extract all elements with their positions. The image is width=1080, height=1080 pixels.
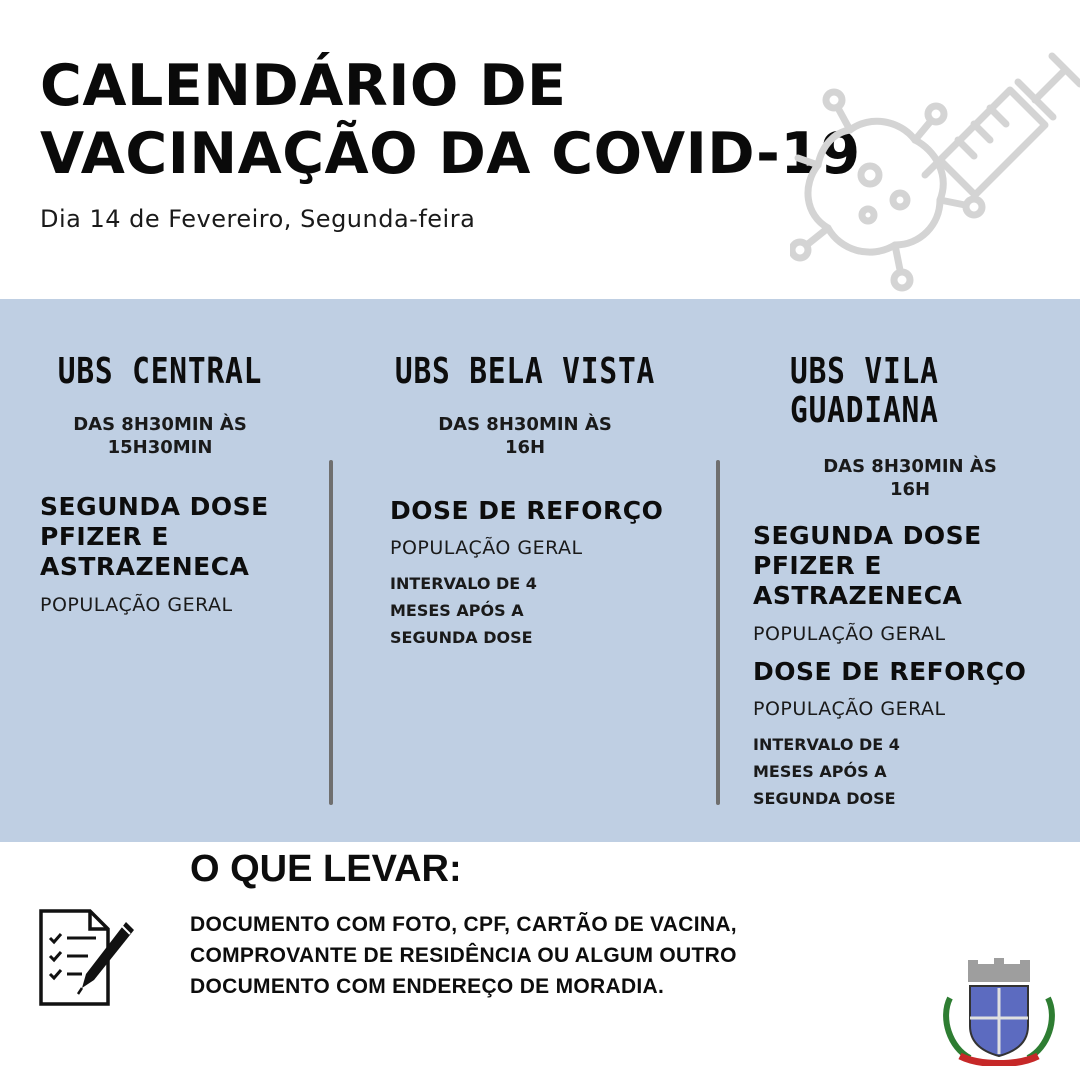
title-line-1: CALENDÁRIO DE — [40, 53, 567, 119]
column-divider-2 — [716, 460, 720, 805]
ubs-central-dose-line2: PFIZER E — [40, 522, 169, 551]
ubs-vila-guadiana-name-line2: GUADIANA — [790, 390, 939, 431]
what-to-bring-text — [190, 909, 890, 1002]
title-line-2: VACINAÇÃO DA COVID-19 — [40, 121, 861, 187]
ubs-central-name: UBS CENTRAL — [57, 351, 263, 392]
what-to-bring-line-3: DOCUMENTO COM ENDEREÇO DE MORADIA. — [190, 975, 665, 998]
ubs-vila-guadiana-interval-line3: SEGUNDA DOSE — [753, 789, 896, 808]
ubs-bela-vista-name: UBS BELA VISTA — [394, 351, 656, 392]
ubs-bela-vista-hours-line2: 16H — [504, 437, 546, 458]
ubs-vila-guadiana-interval-line2: MESES APÓS A — [753, 762, 887, 781]
ubs-vila-guadiana-dose2: DOSE DE REFORÇO — [753, 657, 1027, 686]
ubs-bela-vista-hours-line1: DAS 8H30MIN ÀS — [438, 414, 612, 435]
pen-icon — [78, 922, 134, 994]
ubs-vila-guadiana-population-1: POPULAÇÃO GERAL — [753, 623, 946, 645]
page-title — [40, 52, 861, 188]
ubs-central-hours-line1: DAS 8H30MIN ÀS — [73, 414, 247, 435]
column-divider-1 — [329, 460, 333, 805]
date-subtitle: Dia 14 de Fevereiro, Segunda-feira — [40, 205, 476, 233]
syringe-virus-decoration — [790, 0, 1080, 300]
ubs-central-dose-line1: SEGUNDA DOSE — [40, 492, 269, 521]
ubs-vila-guadiana-hours-line2: 16H — [889, 479, 931, 500]
ubs-vila-guadiana-name-line1: UBS VILA — [790, 351, 939, 392]
what-to-bring-line-1: DOCUMENTO COM FOTO, CPF, CARTÃO DE VACINA, — [190, 913, 737, 936]
ubs-bela-vista-interval-line1: INTERVALO DE 4 — [390, 574, 537, 593]
ubs-vila-guadiana-dose1-line2: PFIZER E — [753, 551, 882, 580]
ubs-vila-guadiana-dose1-line1: SEGUNDA DOSE — [753, 521, 982, 550]
ubs-vila-guadiana-population-2: POPULAÇÃO GERAL — [753, 698, 946, 720]
ubs-vila-guadiana-interval-line1: INTERVALO DE 4 — [753, 735, 900, 754]
ubs-vila-guadiana-hours-line1: DAS 8H30MIN ÀS — [823, 456, 997, 477]
ubs-vila-guadiana-dose1-line3: ASTRAZENECA — [753, 581, 963, 610]
ubs-bela-vista-population: POPULAÇÃO GERAL — [390, 537, 583, 559]
ubs-bela-vista-dose: DOSE DE REFORÇO — [390, 496, 664, 525]
municipal-coat-of-arms — [940, 958, 1058, 1066]
ubs-central-hours-line2: 15H30MIN — [107, 437, 213, 458]
what-to-bring-line-2: COMPROVANTE DE RESIDÊNCIA OU ALGUM OUTRO — [190, 944, 737, 967]
ubs-bela-vista-interval-line2: MESES APÓS A — [390, 601, 524, 620]
ubs-bela-vista-interval-line3: SEGUNDA DOSE — [390, 628, 533, 647]
virus-icon — [792, 92, 982, 288]
ubs-central-population: POPULAÇÃO GERAL — [40, 594, 233, 616]
syringe-icon — [925, 56, 1080, 195]
what-to-bring-title: O QUE LEVAR: — [190, 848, 462, 890]
ubs-central-dose-line3: ASTRAZENECA — [40, 552, 250, 581]
checklist-document-icon — [38, 908, 138, 1008]
